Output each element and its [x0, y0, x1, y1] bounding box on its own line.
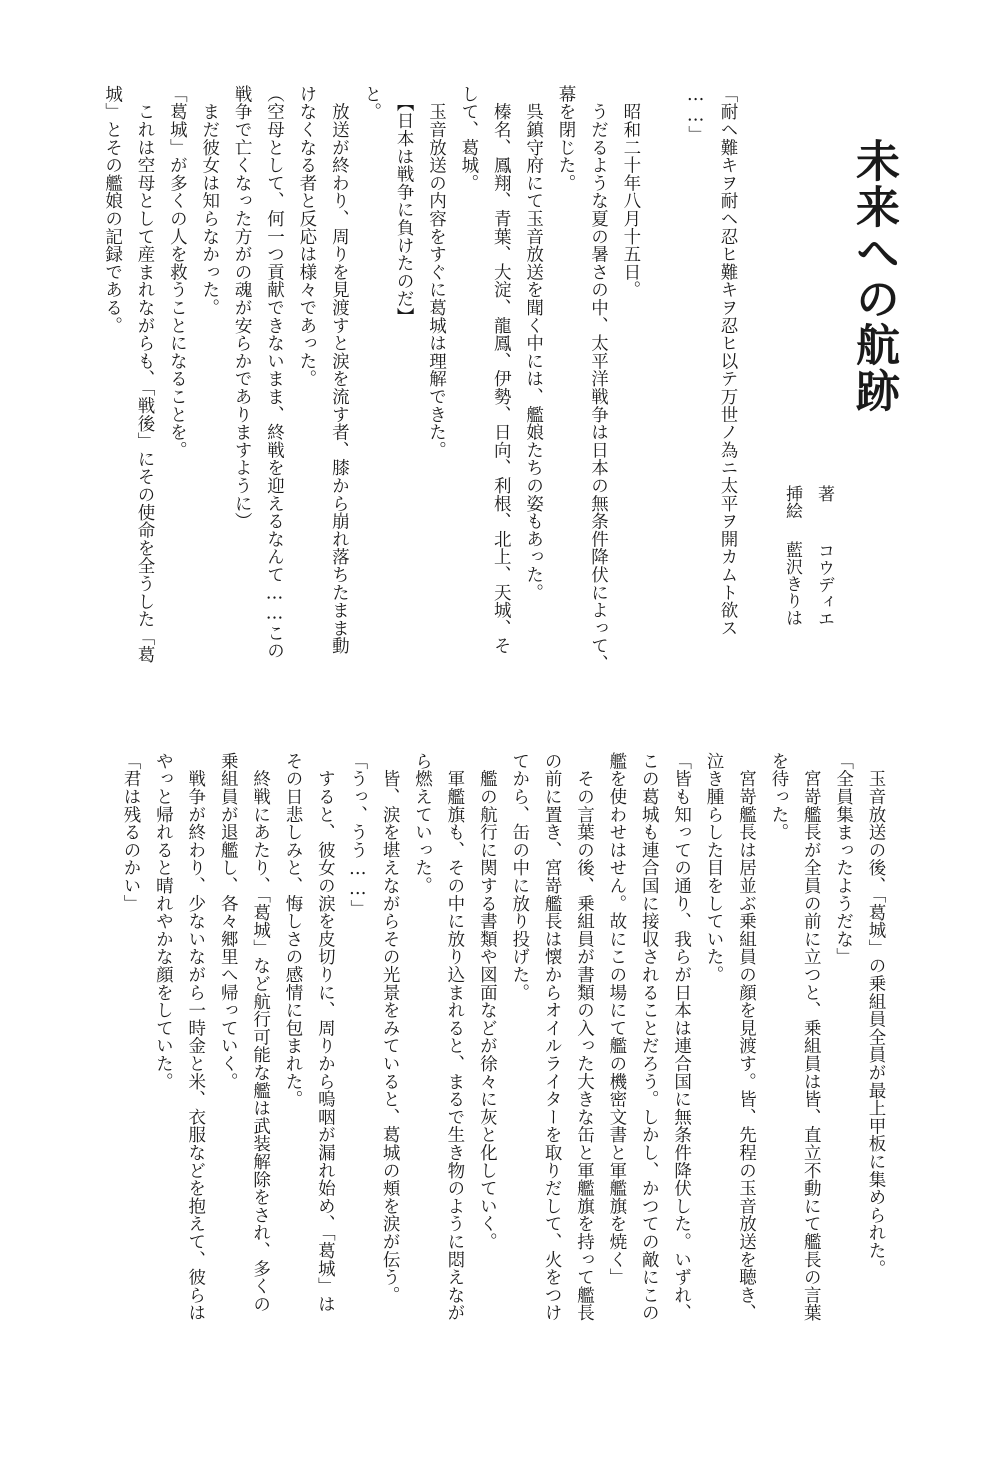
text-line: 「うっ、うう……」: [347, 752, 368, 918]
text-line: 玉音放送の後、「葛城」の乗組員全員が最上甲板に集められた。: [866, 752, 886, 1278]
text-line: して、葛城。: [458, 85, 479, 192]
text-line: 艦を使わせはせん。故にこの場にて艦の機密文書と軍艦旗を焼く」: [606, 752, 627, 1286]
text-line: 戦争が終わり、少ないながら一時金と米、衣服などを抱えて、彼らは: [185, 752, 206, 1322]
text-line: 「君は残るのかい」: [121, 752, 142, 913]
text-line: この葛城も連合国に接収されることだろう。しかし、かつての敵にこの: [639, 752, 660, 1322]
illustrator-role-label: 挿絵: [782, 485, 802, 519]
text-line: 城」とその艦娘の記録である。: [102, 85, 123, 335]
text-line: 軍艦旗も、その中に放り込まれると、まるで生き物のように悶えなが: [444, 752, 465, 1322]
text-line: すると、彼女の涙を皮切りに、周りから嗚咽が漏れ始め、「葛城」は: [315, 752, 336, 1313]
text-line: ……」: [685, 85, 706, 144]
lower-text-block: [102, 752, 892, 1372]
text-line: 「皆も知っての通り、我らが日本は連合国に無条件降伏した。いずれ、: [671, 752, 692, 1322]
text-line: ら燃えていった。: [412, 752, 433, 895]
text-line: と。: [361, 85, 382, 121]
text-line: 泣き腫らした目をしていた。: [704, 752, 725, 984]
text-line: 「葛城」が多くの人を救うことになることを。: [167, 85, 188, 459]
text-line: 放送が終わり、周りを見渡すと涙を流す者、膝から崩れ落ちたまま動: [329, 85, 350, 655]
text-line: 榛名、鳳翔、青葉、大淀、龍鳳、伊勢、日向、利根、北上、天城、そ: [491, 85, 512, 655]
text-line: まだ彼女は知らなかった。: [199, 85, 220, 317]
text-line: 「全員集まったようだな」: [833, 752, 854, 966]
text-line: 宮嵜艦長が全員の前に立つと、乗組員は皆、直立不動にて艦長の言葉: [801, 752, 822, 1322]
text-line: うだるような夏の暑さの中、太平洋戦争は日本の無条件降伏によって、: [588, 85, 609, 673]
text-line: 【日本は戦争に負けたのだ】: [394, 85, 415, 326]
text-line: やっと帰れると晴れやかな顔をしていた。: [153, 752, 174, 1091]
page-title: 未来への航跡: [848, 138, 899, 414]
text-line: を待った。: [768, 752, 789, 841]
text-line: の前に置き、宮嵜艦長は懐からオイルライターを取りだして、火をつけ: [542, 752, 563, 1322]
text-line: 乗組員が退艦し、各々郷里へ帰っていく。: [218, 752, 239, 1091]
text-line: 戦争で亡くなった方がの魂が安らかでありますように）: [232, 85, 253, 530]
text-line: その言葉の後、乗組員が書類の入った大きな缶と軍艦旗を持って艦長: [574, 752, 595, 1322]
text-line: 幕を閉じた。: [556, 85, 577, 192]
text-line: 呉鎮守府にて玉音放送を聞く中には、艦娘たちの姿もあった。: [523, 85, 544, 602]
text-line: 終戦にあたり、「葛城」など航行可能な艦は武装解除をされ、多くの: [250, 752, 271, 1313]
text-line: 昭和二十年八月十五日。: [620, 85, 641, 299]
text-line: その日悲しみと、悔しさの感情に包まれた。: [282, 752, 303, 1108]
illustrator-name: 藍沢きりは: [782, 541, 802, 626]
text-line: 「耐ヘ難キヲ耐ヘ忍ヒ難キヲ忍ヒ以テ万世ノ為ニ太平ヲ開カムト欲ス: [718, 85, 738, 637]
author-credit: [812, 485, 836, 645]
author-role-label: 著: [814, 485, 834, 502]
text-line: 宮嵜艦長は居並ぶ乗組員の顔を見渡す。皆、先程の玉音放送を聴き、: [736, 752, 757, 1322]
text-line: 艦の航行に関する書類や図面などが徐々に灰と化していく。: [477, 752, 498, 1251]
illustrator-credit: [780, 485, 804, 665]
text-line: これは空母として産まれながらも、「戦後」にその使命を全うした「葛: [134, 85, 155, 664]
text-line: 玉音放送の内容をすぐに葛城は理解できた。: [426, 85, 447, 459]
text-line: （空母として、何一つ貢献できないまま、終戦を迎えるなんて……この: [264, 85, 285, 660]
text-line: てから、缶の中に放り投げた。: [509, 752, 530, 1002]
text-line: 皆、涙を堪えながらその光景をみていると、葛城の頬を涙が伝う。: [380, 752, 401, 1304]
upper-text-block: [102, 85, 744, 705]
author-name: コウディエ: [814, 542, 834, 627]
text-line: けなくなる者と反応は様々であった。: [296, 85, 317, 388]
